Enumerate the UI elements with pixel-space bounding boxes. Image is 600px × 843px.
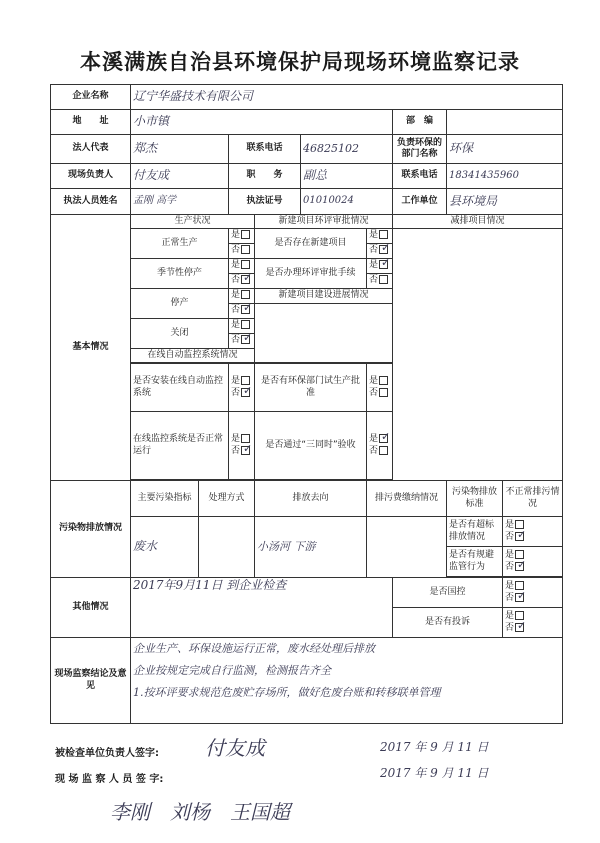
address-label: 地 址 xyxy=(51,110,131,135)
form-title: 本溪满族自治县环境保护局现场环境监察记录 xyxy=(80,50,520,74)
production-header: 生产状况 xyxy=(131,215,255,229)
abnormal-header: 不正常排污情况 xyxy=(503,481,563,517)
inspector-date: 2017 年 9 月 11 日 xyxy=(380,766,489,780)
seasonal-label: 季节性停产 xyxy=(131,259,229,289)
conclusion-line-1: 企业生产、环保设施运行正常，废水经处理后排放 xyxy=(133,642,375,655)
discharge-label: 污染物排放情况 xyxy=(51,481,131,578)
reduction-header: 减排项目情况 xyxy=(393,215,563,229)
national-control-label: 是否国控 xyxy=(393,578,503,608)
other-label: 其他情况 xyxy=(51,578,131,638)
reduction-content xyxy=(393,229,563,481)
closed-no[interactable]: 否 ✓ xyxy=(229,334,255,349)
cert-no-value: 01010024 xyxy=(303,195,354,207)
discharge-to-header: 排放去向 xyxy=(255,481,367,517)
closed-yes[interactable]: 是 xyxy=(229,319,255,334)
inspector-signature-label: 现 场 监 察 人 员 签 字: xyxy=(55,774,164,785)
has-new-project-label: 是否存在新建项目 xyxy=(255,229,367,259)
pollutant-value: 废水 xyxy=(133,539,158,554)
new-project-no[interactable]: 否 ✓ xyxy=(367,244,393,259)
phone-label: 联系电话 xyxy=(229,135,301,164)
inspected-date: 2017 年 9 月 11 日 xyxy=(380,740,489,754)
new-project-progress-content xyxy=(255,304,393,363)
work-unit-label: 工作单位 xyxy=(393,189,447,215)
basic-label: 基本情况 xyxy=(51,215,131,481)
position-label: 职 务 xyxy=(229,164,301,189)
stopped-label: 停产 xyxy=(131,289,229,319)
company-label: 企业名称 xyxy=(51,85,131,110)
trial-approved-yn[interactable]: 是 否 xyxy=(367,364,393,412)
online-normal-yn[interactable]: 是 否 ✓ xyxy=(229,412,255,480)
standard-header: 污染物排放标准 xyxy=(447,481,503,517)
normal-label: 正常生产 xyxy=(131,229,229,259)
env-dept-value: 环保 xyxy=(449,141,474,156)
evade-yn[interactable]: 是 否 ✓ xyxy=(503,547,563,577)
online-monitoring-header: 在线自动监控系统情况 xyxy=(131,349,255,363)
eia-no[interactable]: 否 xyxy=(367,274,393,289)
evade-label: 是否有规避监管行为 xyxy=(447,547,503,577)
complaint-label: 是否有投诉 xyxy=(393,608,503,638)
conclusion-label: 现场监察结论及意见 xyxy=(51,638,131,724)
phone-value: 46825102 xyxy=(303,141,359,155)
inspection-form xyxy=(50,84,563,724)
conclusion-line-3: 1.按环评要求规范危废贮存场所，做好危废台账和转移联单管理 xyxy=(133,685,441,699)
legal-rep-value: 郑杰 xyxy=(133,141,158,156)
contact-phone-value: 18341435960 xyxy=(449,169,519,181)
company-value: 辽宁华盛技术有限公司 xyxy=(133,89,254,104)
new-project-yes[interactable]: 是 xyxy=(367,229,393,244)
treatment-header: 处理方式 xyxy=(199,481,255,517)
inspected-signature: 付友成 xyxy=(205,736,265,760)
eia-yes[interactable]: 是 ✓ xyxy=(367,259,393,274)
new-project-header: 新建项目环评审批情况 xyxy=(255,215,393,229)
site-manager-value: 付友成 xyxy=(133,168,170,183)
three-simul-label: 是否通过“三同时”验收 xyxy=(255,412,367,480)
national-control-yn[interactable]: 是 否 ✓ xyxy=(503,578,563,608)
complaint-yn[interactable]: 是 否 ✓ xyxy=(503,608,563,638)
address-value: 小市镇 xyxy=(133,114,170,129)
inspected-signature-label: 被检查单位负责人签字: xyxy=(55,748,159,759)
discharge-to-value: 小汤河 下游 xyxy=(257,539,316,553)
stopped-yes[interactable]: 是 xyxy=(229,289,255,304)
work-unit-value: 县环境局 xyxy=(449,193,498,208)
conclusion-line-2: 企业按规定完成自行监测，检测报告齐全 xyxy=(133,663,331,677)
normal-yes[interactable]: 是 xyxy=(229,229,255,244)
inspector-signatures: 李刚 刘杨 王国超 xyxy=(110,800,290,824)
fee-header: 排污费缴纳情况 xyxy=(367,481,447,517)
exceed-label: 是否有超标排放情况 xyxy=(447,517,503,547)
exceed-yn[interactable]: 是 否 ✓ xyxy=(503,517,563,547)
online-installed-label: 是否安装在线自动监控系统 xyxy=(131,364,229,412)
officer-label: 执法人员姓名 xyxy=(51,189,131,215)
postcode-value xyxy=(447,110,563,135)
contact-phone-label: 联系电话 xyxy=(393,164,447,189)
eia-handled-label: 是否办理环评审批手续 xyxy=(255,259,367,289)
trial-approved-label: 是否有环保部门试生产批准 xyxy=(255,364,367,412)
fee-value xyxy=(367,517,447,578)
position-value: 副总 xyxy=(303,168,328,183)
treatment-value xyxy=(199,517,255,578)
site-manager-label: 现场负责人 xyxy=(51,164,131,189)
three-simul-yn[interactable]: 是 ✓ 否 xyxy=(367,412,393,480)
online-normal-label: 在线监控系统是否正常运行 xyxy=(131,412,229,480)
other-note: 2017年9月11日 到企业检查 xyxy=(133,578,287,592)
env-dept-label: 负责环保的部门名称 xyxy=(393,135,447,164)
seasonal-no[interactable]: 否 ✓ xyxy=(229,274,255,289)
new-project-progress-header: 新建项目建设进展情况 xyxy=(255,289,393,304)
officer-value: 孟刚 高学 xyxy=(133,195,177,207)
normal-no[interactable]: 否 xyxy=(229,244,255,259)
main-pollutants-header: 主要污染指标 xyxy=(131,481,199,517)
closed-label: 关闭 xyxy=(131,319,229,349)
cert-no-label: 执法证号 xyxy=(229,189,301,215)
legal-rep-label: 法人代表 xyxy=(51,135,131,164)
postcode-label: 部 编 xyxy=(393,110,447,135)
online-installed-yn[interactable]: 是 否 ✓ xyxy=(229,364,255,412)
stopped-no[interactable]: 否 ✓ xyxy=(229,304,255,319)
seasonal-yes[interactable]: 是 xyxy=(229,259,255,274)
